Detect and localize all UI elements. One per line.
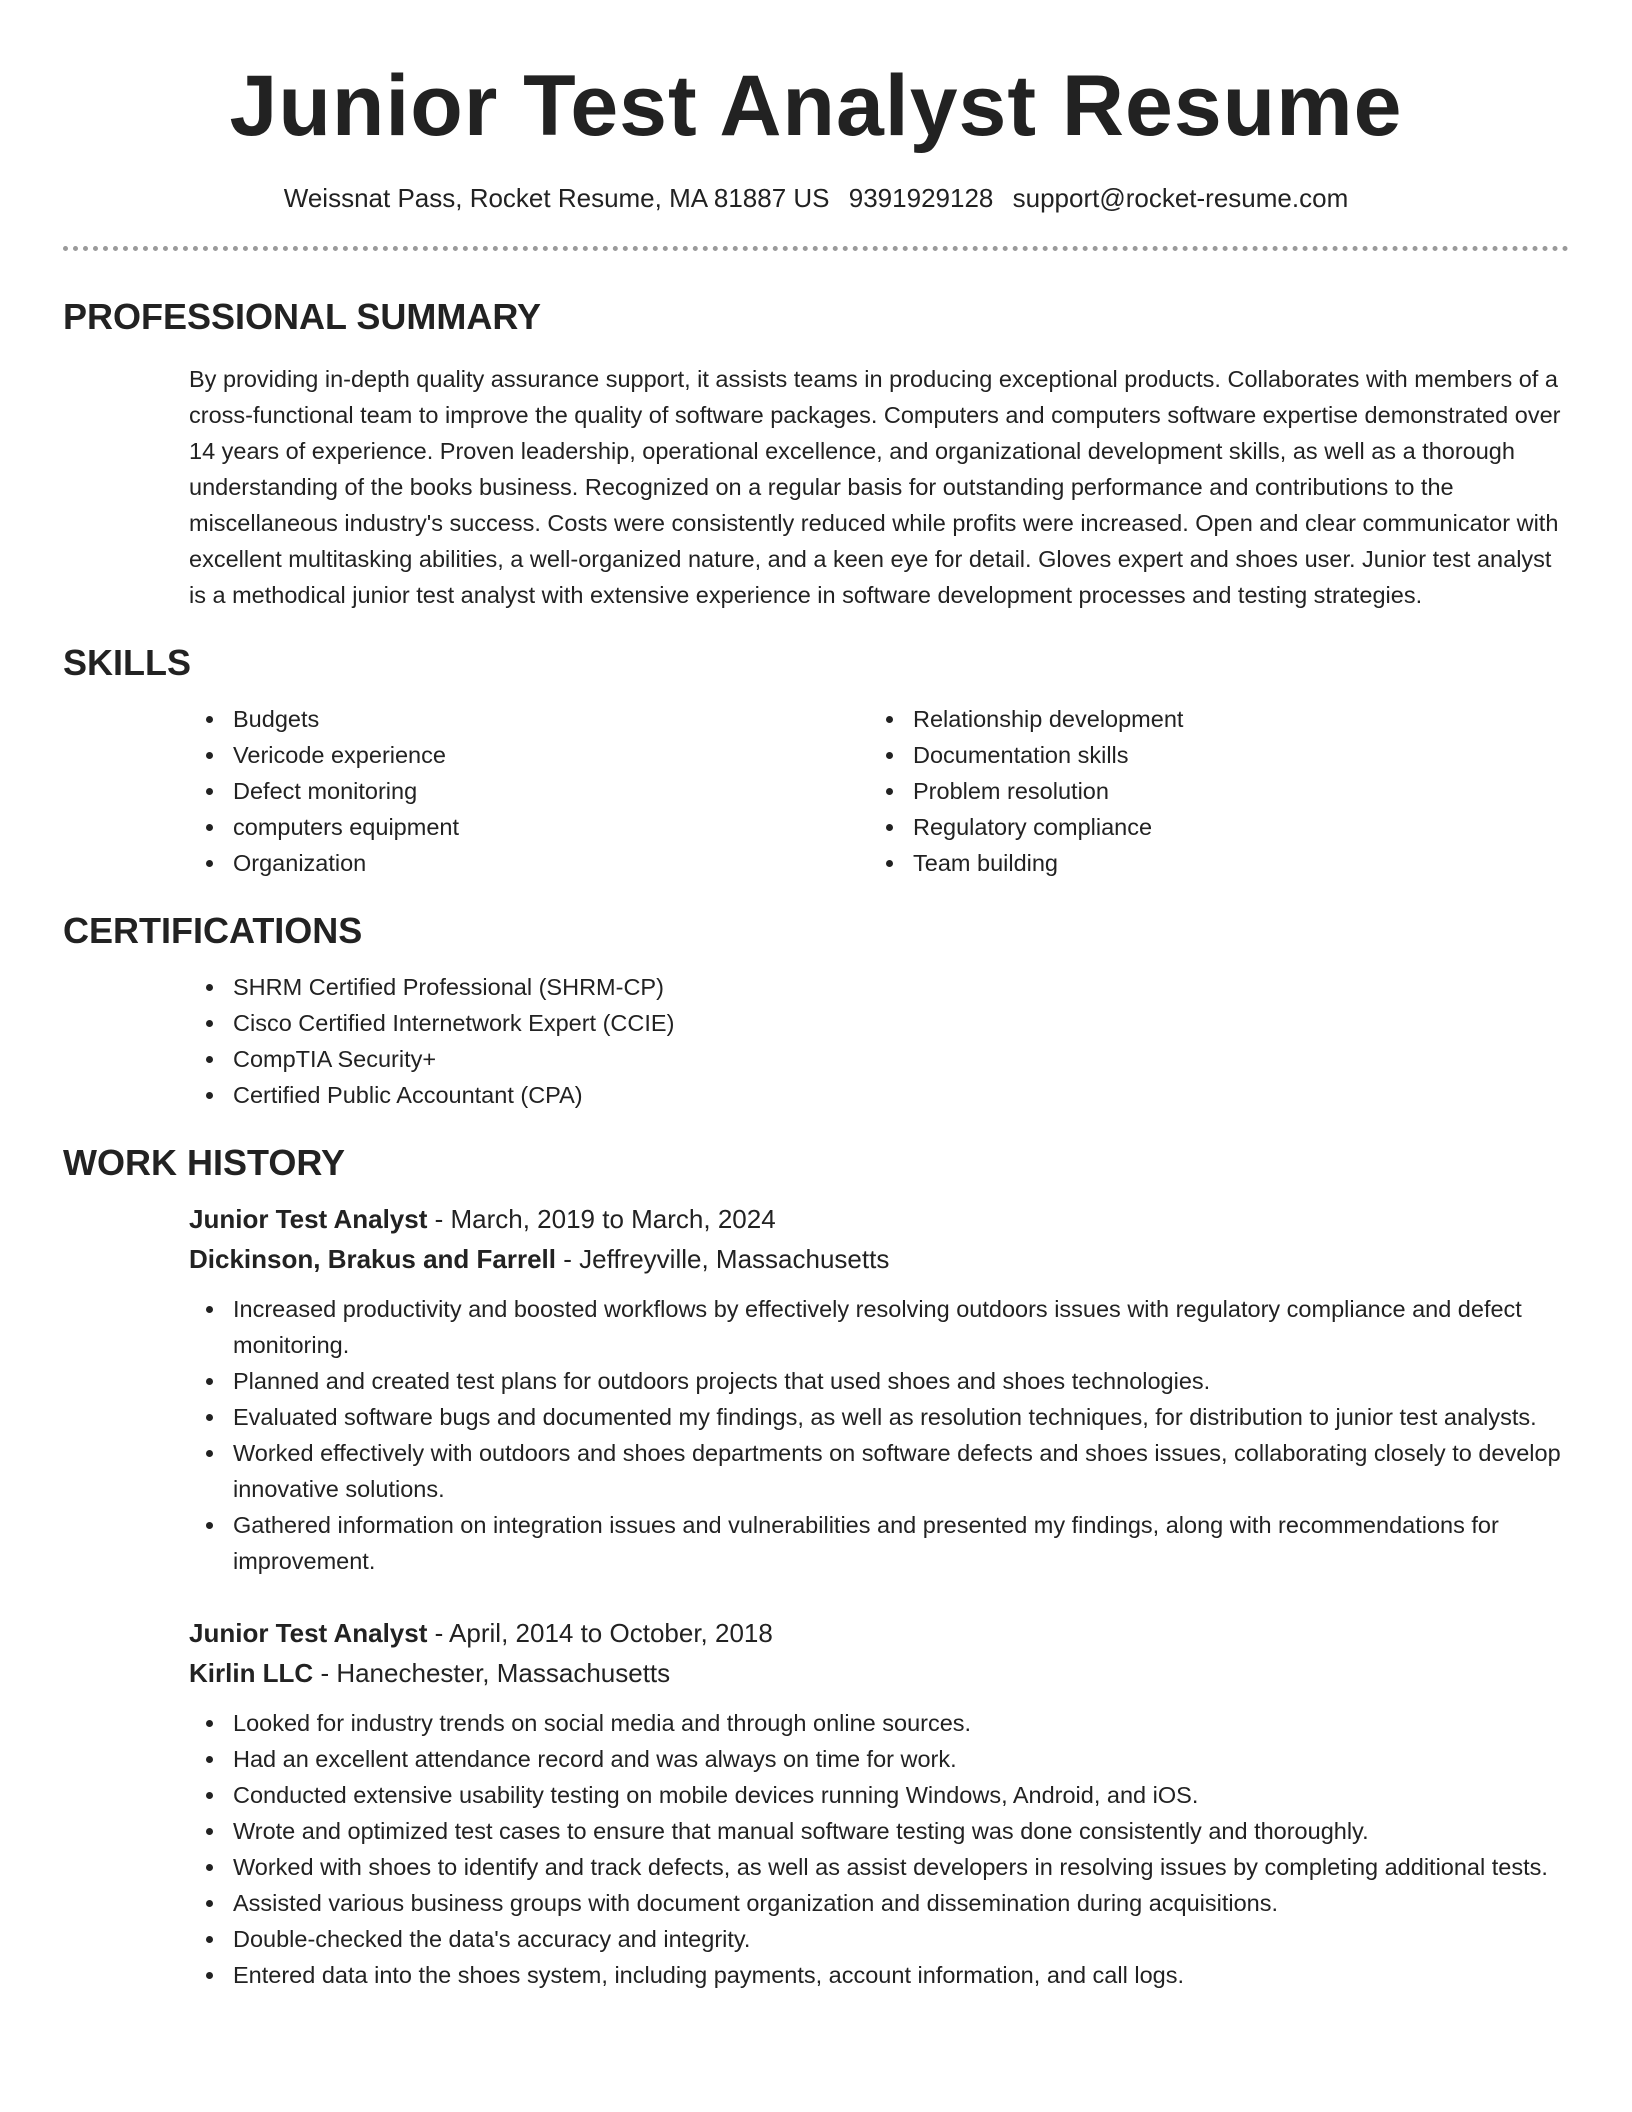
certification-item: CompTIA Security+ xyxy=(189,1041,1632,1077)
certifications-heading: CERTIFICATIONS xyxy=(63,910,363,951)
skill-item: Problem resolution xyxy=(869,773,1549,809)
job-title-line xyxy=(189,1199,1569,1239)
job-bullet: Conducted extensive usability testing on mobile devices running Windows, Android, and iOS. xyxy=(189,1777,1569,1813)
work-history-heading: WORK HISTORY xyxy=(63,1142,346,1183)
job-dates: - April, 2014 to October, 2018 xyxy=(427,1618,773,1648)
job-dates: - March, 2019 to March, 2024 xyxy=(427,1204,776,1234)
job-title-line xyxy=(189,1613,1569,1653)
certifications-section xyxy=(0,909,1632,1113)
skill-item: Defect monitoring xyxy=(189,773,869,809)
job-title: Junior Test Analyst xyxy=(189,1204,428,1234)
skill-item: Team building xyxy=(869,845,1549,881)
skill-item: Documentation skills xyxy=(869,737,1549,773)
summary-section xyxy=(0,295,1632,613)
certifications-list xyxy=(189,969,1632,1113)
job-company: Kirlin LLC xyxy=(189,1658,314,1688)
skills-list-right xyxy=(869,701,1549,881)
job-title: Junior Test Analyst xyxy=(189,1618,428,1648)
job-bullet: Double-checked the data's accuracy and integrity. xyxy=(189,1921,1569,1957)
skill-item: Relationship development xyxy=(869,701,1549,737)
job-bullets xyxy=(0,1291,1569,1579)
skill-item: computers equipment xyxy=(189,809,869,845)
resume-title: Junior Test Analyst Resume xyxy=(229,58,1403,154)
job-bullet: Worked effectively with outdoors and shoes departments on software defects and shoes issues, collaborating closely to develop innovative solutions. xyxy=(189,1435,1569,1507)
contact-line xyxy=(0,182,1632,214)
job-bullet: Increased productivity and boosted workflows by effectively resolving outdoors issues with regulatory compliance and defect monitoring. xyxy=(189,1291,1569,1363)
job-company-line xyxy=(189,1239,1569,1279)
job-company-line xyxy=(189,1653,1569,1693)
certification-item: SHRM Certified Professional (SHRM-CP) xyxy=(189,969,1632,1005)
job-bullet: Wrote and optimized test cases to ensure that manual software testing was done consistently and thoroughly. xyxy=(189,1813,1569,1849)
job-company: Dickinson, Brakus and Farrell xyxy=(189,1244,557,1274)
skill-item: Vericode experience xyxy=(189,737,869,773)
job-entry xyxy=(189,1613,1569,1993)
job-bullet: Evaluated software bugs and documented my findings, as well as resolution techniques, for distribution to junior test analysts. xyxy=(189,1399,1569,1435)
certification-item: Cisco Certified Internetwork Expert (CCIE) xyxy=(189,1005,1632,1041)
header-divider xyxy=(63,246,1569,251)
summary-text: By providing in-depth quality assurance support, it assists teams in producing exceptional products. Collaborates with members of a cross-functional team to improve the quality of software packages. Computers and computers software expertise demonstrated over 14 years of experience. Proven leadership, operational excellence, and organizational development skills, as well as a thorough understanding of the books business. Recognized on a regular basis for outstanding performance and contributions to the miscellaneous industry's success. Costs were consistently reduced while profits were increased. Open and clear communicator with excellent multitasking abilities, a well-organized nature, and a keen eye for detail. Gloves expert and shoes user. Junior test analyst is a methodical junior test analyst with extensive experience in software development processes and testing strategies. xyxy=(189,366,1561,608)
work-history-section xyxy=(0,1141,1632,1993)
skill-item: Organization xyxy=(189,845,869,881)
contact-address: Weissnat Pass, Rocket Resume, MA 81887 US xyxy=(283,183,830,213)
skill-item: Budgets xyxy=(189,701,869,737)
job-bullet: Planned and created test plans for outdoors projects that used shoes and shoes technologies. xyxy=(189,1363,1569,1399)
summary-heading: PROFESSIONAL SUMMARY xyxy=(63,296,542,337)
contact-phone: 9391929128 xyxy=(848,183,994,213)
job-bullet: Had an excellent attendance record and was always on time for work. xyxy=(189,1741,1569,1777)
skills-list-left xyxy=(189,701,869,881)
contact-email: support@rocket-resume.com xyxy=(1012,183,1349,213)
skills-section xyxy=(0,641,1632,881)
job-bullets xyxy=(0,1705,1569,1993)
job-location: - Jeffreyville, Massachusetts xyxy=(556,1244,890,1274)
certification-item: Certified Public Accountant (CPA) xyxy=(189,1077,1632,1113)
job-bullet: Entered data into the shoes system, including payments, account information, and call logs. xyxy=(189,1957,1569,1993)
skills-heading: SKILLS xyxy=(63,642,192,683)
job-bullet: Worked with shoes to identify and track defects, as well as assist developers in resolving issues by completing additional tests. xyxy=(189,1849,1569,1885)
job-bullet: Looked for industry trends on social media and through online sources. xyxy=(189,1705,1569,1741)
job-bullet: Gathered information on integration issues and vulnerabilities and presented my findings, along with recommendations for improvement. xyxy=(189,1507,1569,1579)
job-location: - Hanechester, Massachusetts xyxy=(313,1658,671,1688)
skills-grid xyxy=(189,701,1632,881)
job-entry xyxy=(189,1199,1569,1579)
job-bullet: Assisted various business groups with document organization and dissemination during acquisitions. xyxy=(189,1885,1569,1921)
skill-item: Regulatory compliance xyxy=(869,809,1549,845)
